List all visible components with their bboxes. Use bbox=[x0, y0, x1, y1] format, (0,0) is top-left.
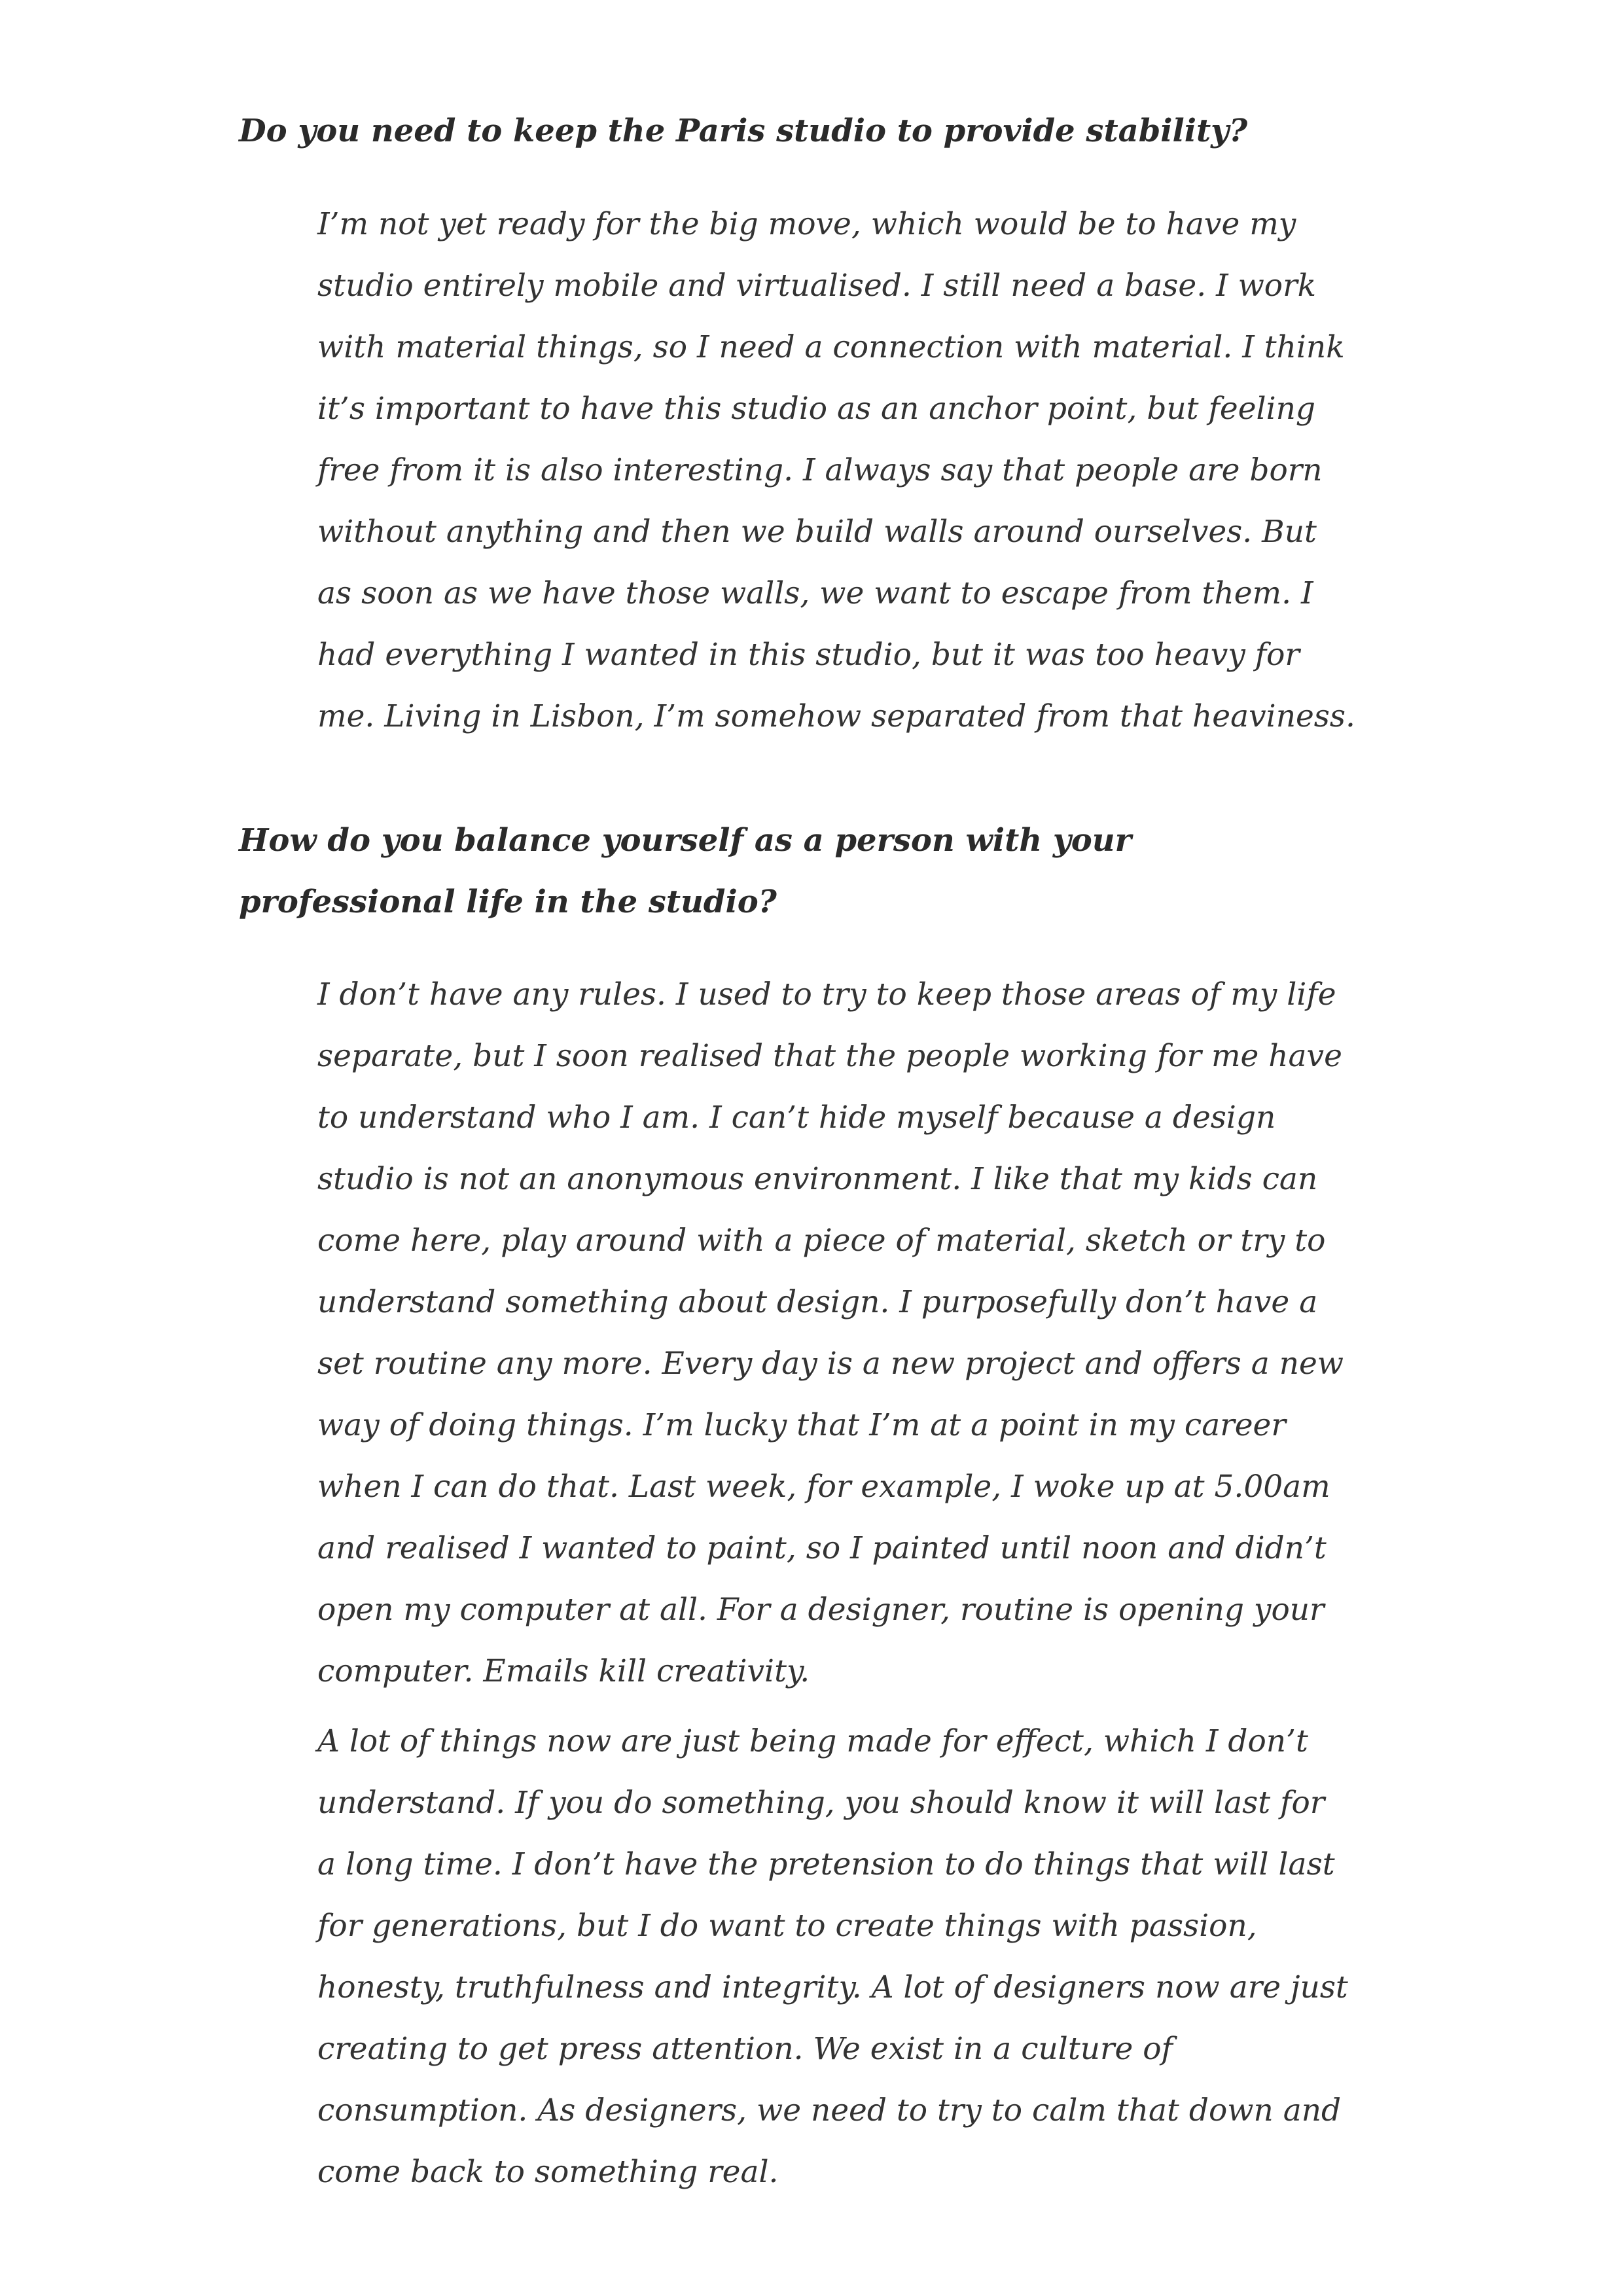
answer-line: come here, play around with a piece of material, sketch or try to bbox=[317, 1223, 1326, 1259]
answer-line: computer. Emails kill creativity. bbox=[317, 1653, 810, 1689]
answer-line: had everything I wanted in this studio, but it was too heavy for bbox=[317, 637, 1300, 673]
answer-line: I’m not yet ready for the big move, which would be to have my bbox=[317, 206, 1296, 242]
answer-line: understand. If you do something, you should know it will last for bbox=[317, 1785, 1325, 1821]
question-line: professional life in the studio? bbox=[239, 884, 777, 920]
answer-line: consumption. As designers, we need to try to calm that down and bbox=[317, 2092, 1342, 2128]
answer-line: understand something about design. I purposefully don’t have a bbox=[317, 1284, 1318, 1320]
question-line: Do you need to keep the Paris studio to provide stability? bbox=[239, 113, 1248, 149]
answer-paragraph bbox=[317, 1711, 1348, 2203]
answer-line: A lot of things now are just being made for effect, which I don’t bbox=[317, 1723, 1308, 1759]
answer-line: studio entirely mobile and virtualised. I still need a base. I work bbox=[317, 268, 1317, 304]
answer-line: it’s important to have this studio as an anchor point, but feeling bbox=[317, 391, 1315, 427]
answer-line: to understand who I am. I can’t hide myself because a design bbox=[317, 1100, 1276, 1136]
answer-paragraph bbox=[317, 194, 1355, 747]
question-heading bbox=[239, 810, 1384, 933]
answer-line: for generations, but I do want to create things with passion, bbox=[317, 1908, 1257, 1944]
answer-line: set routine any more. Every day is a new project and offers a new bbox=[317, 1346, 1344, 1382]
question-line: How do you balance yourself as a person with your bbox=[239, 822, 1132, 859]
answer-line: without anything and then we build walls around ourselves. But bbox=[317, 514, 1317, 550]
answer-line: open my computer at all. For a designer, routine is opening your bbox=[317, 1592, 1325, 1628]
answer-line: separate, but I soon realised that the people working for me have bbox=[317, 1038, 1342, 1074]
answer-line: honesty, truthfulness and integrity. A lot of designers now are just bbox=[317, 1969, 1348, 2005]
answer-line: a long time. I don’t have the pretension to do things that will last bbox=[317, 1846, 1335, 1882]
answer-line: way of doing things. I’m lucky that I’m at a point in my career bbox=[317, 1407, 1286, 1443]
answer-line: studio is not an anonymous environment. I like that my kids can bbox=[317, 1161, 1318, 1197]
question-heading bbox=[239, 100, 1384, 162]
answer-line: and realised I wanted to paint, so I painted until noon and didn’t bbox=[317, 1530, 1327, 1566]
answer-line: as soon as we have those walls, we want to escape from them. I bbox=[317, 575, 1313, 611]
answer-line: free from it is also interesting. I always say that people are born bbox=[317, 452, 1323, 488]
answer-paragraph bbox=[317, 964, 1344, 1702]
answer-line: me. Living in Lisbon, I’m somehow separated from that heaviness. bbox=[317, 698, 1355, 734]
answer-line: with material things, so I need a connection with material. I think bbox=[317, 329, 1345, 365]
answer-line: when I can do that. Last week, for example, I woke up at 5.00am bbox=[317, 1469, 1330, 1505]
answer-line: I don’t have any rules. I used to try to keep those areas of my life bbox=[317, 977, 1336, 1013]
answer-line: creating to get press attention. We exist in a culture of bbox=[317, 2031, 1173, 2067]
answer-line: come back to something real. bbox=[317, 2154, 779, 2190]
